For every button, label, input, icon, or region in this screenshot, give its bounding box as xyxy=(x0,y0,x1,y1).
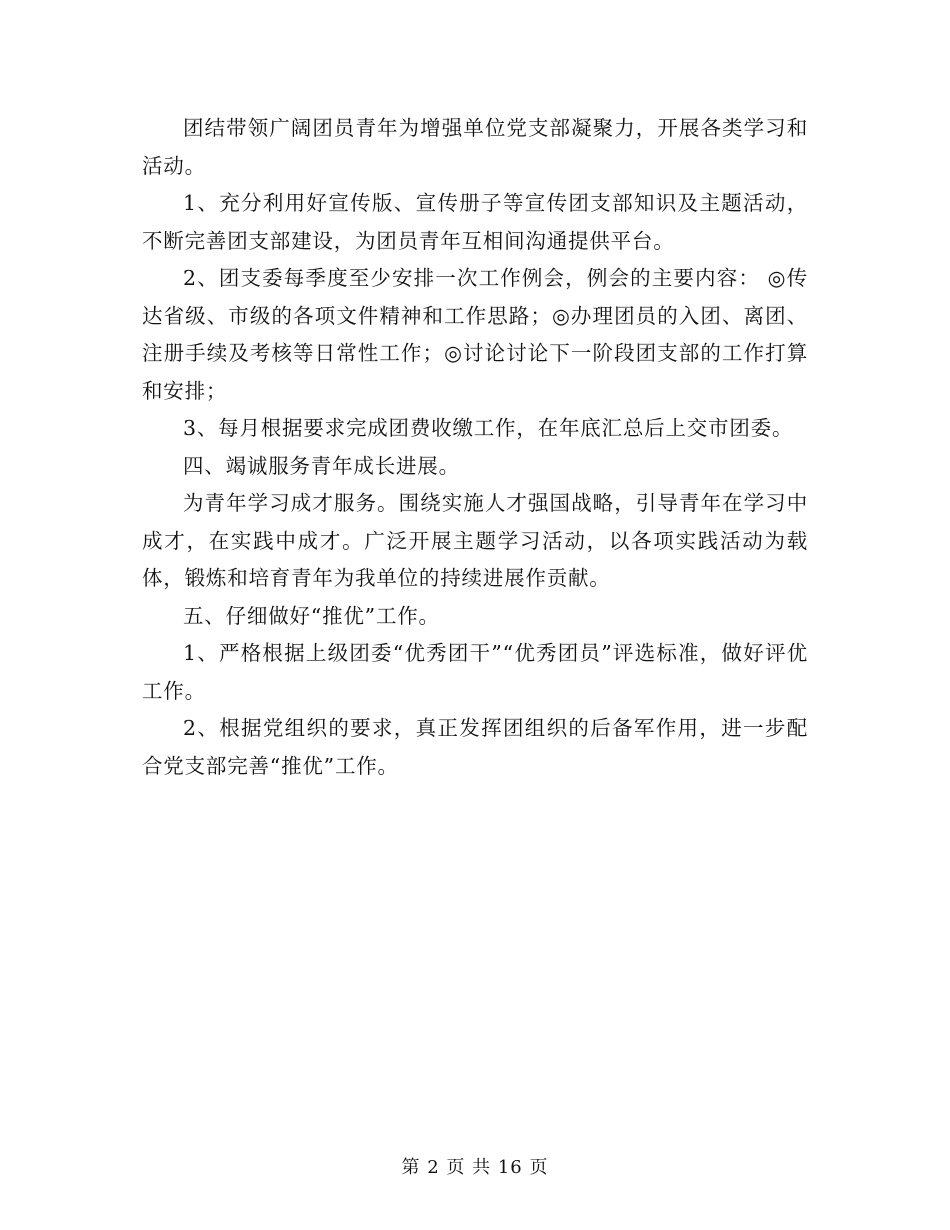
document-body xyxy=(142,110,808,785)
paragraph: 3、每月根据要求完成团费收缴工作，在年底汇总后上交市团委。 xyxy=(183,416,794,440)
paragraph: 为青年学习成才服务。围绕实施人才强国战略，引导青年在学习中成才，在实践中成才。广泛开展主题学习活动，以各项实践活动为载体，锻炼和培育青年为我单位的持续进展作贡献。 xyxy=(142,491,808,590)
paragraph: 团结带领广阔团员青年为增强单位党支部凝聚力，开展各类学习和活动。 xyxy=(142,116,808,178)
paragraph: 2、团支委每季度至少安排一次工作例会，例会的主要内容： ◎传达省级、市级的各项文件精神和工作思路；◎办理团员的入团、离团、注册手续及考核等日常性工作；◎讨论讨论下一阶段团支部的工作打算和安排； xyxy=(142,266,808,403)
paragraph: 1、充分利用好宣传版、宣传册子等宣传团支部知识及主题活动，不断完善团支部建设，为团员青年互相间沟通提供平台。 xyxy=(142,191,808,253)
section-heading: 五、仔细做好“推优”工作。 xyxy=(183,603,440,628)
page-number-footer: 第 2 页 共 16 页 xyxy=(401,1157,549,1178)
paragraph: 2、根据党组织的要求，真正发挥团组织的后备军作用，进一步配合党支部完善“推优”工作。 xyxy=(142,716,808,778)
paragraph: 1、严格根据上级团委“优秀团干”“优秀团员”评选标准，做好评优工作。 xyxy=(142,641,808,703)
section-heading: 四、竭诚服务青年成长进展。 xyxy=(183,453,460,478)
